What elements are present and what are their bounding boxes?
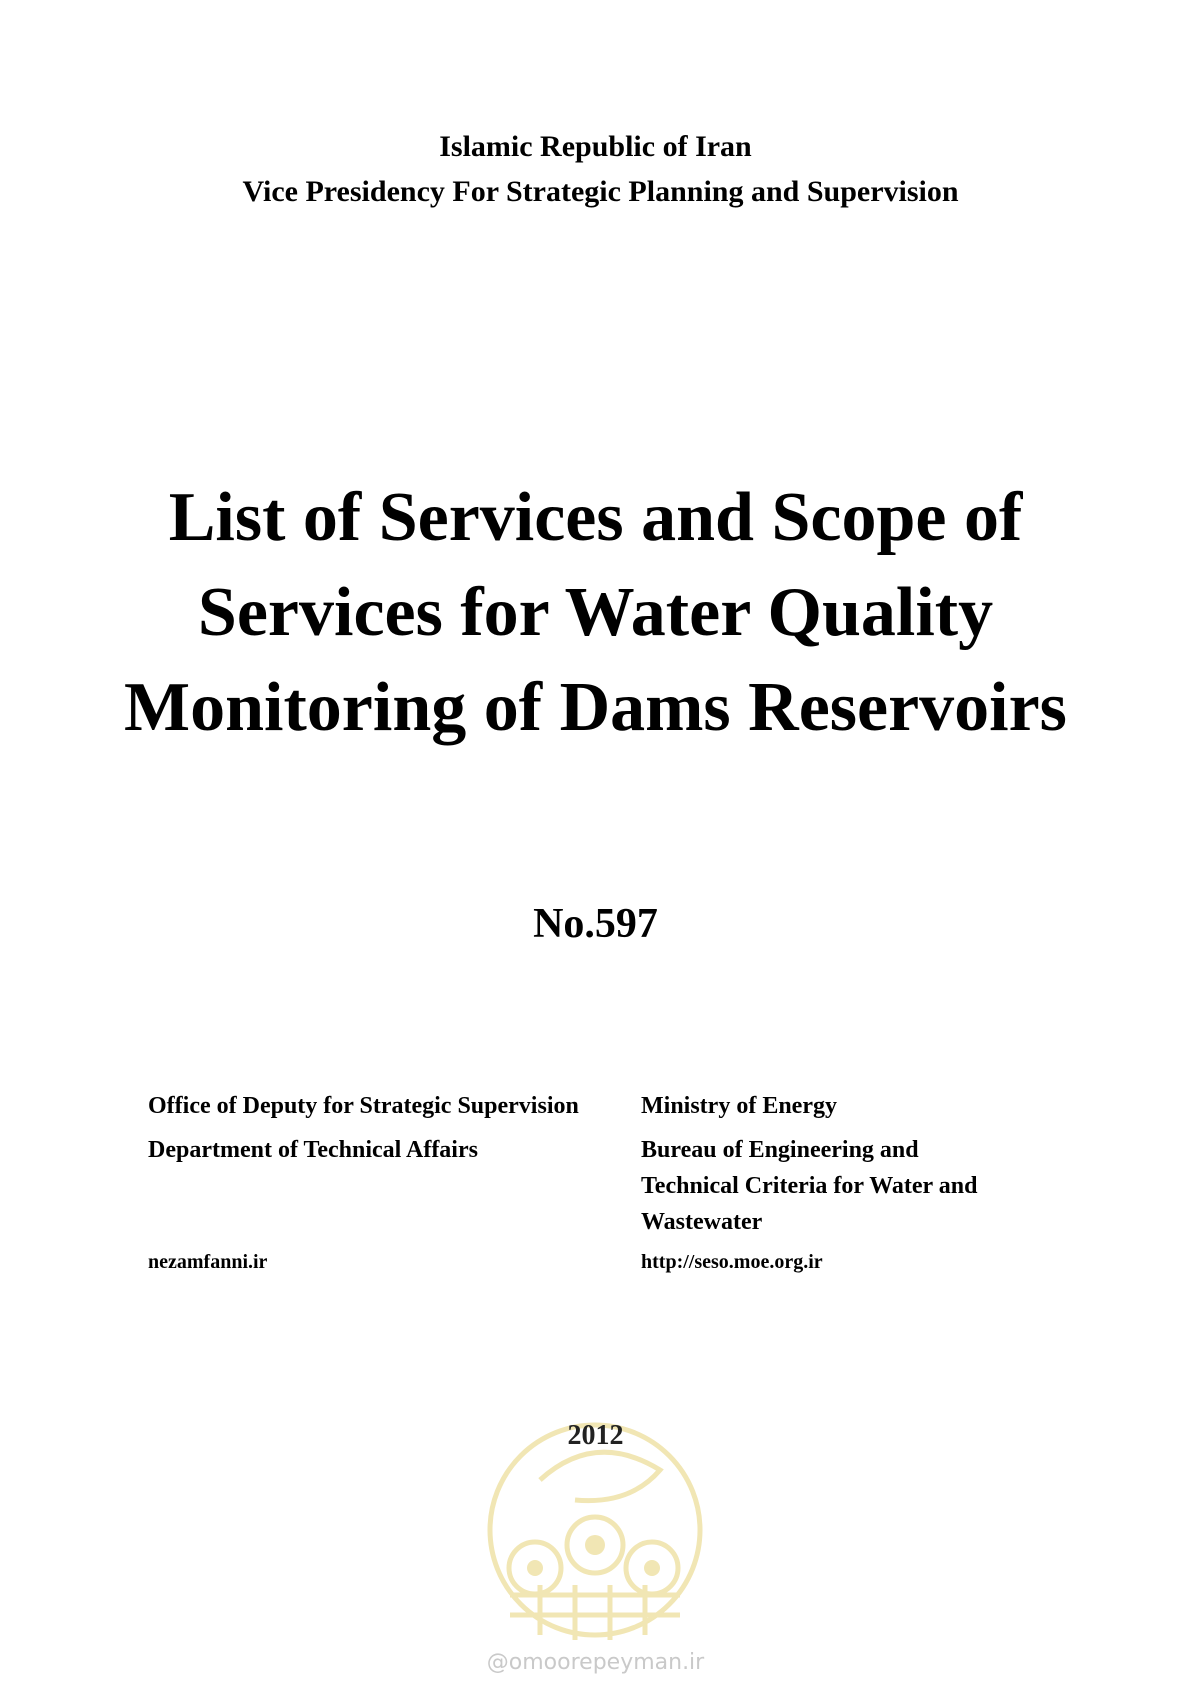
title-line-2: Services for Water Quality (197, 574, 994, 651)
vice-presidency-line: Vice Presidency For Strategic Planning and Supervision (242, 175, 959, 208)
title-line-3: Monitoring of Dams Reservoirs (124, 669, 1067, 746)
right-website-link[interactable]: http://seso.moe.org.ir (641, 1251, 823, 1273)
ministry-label: Ministry of Energy (641, 1093, 837, 1119)
bureau-line-1: Bureau of Engineering and (641, 1137, 919, 1163)
left-website-link[interactable]: nezamfanni.ir (148, 1251, 268, 1273)
bureau-line-2: Technical Criteria for Water and (641, 1173, 978, 1199)
document-title (60, 470, 1131, 755)
document-number: No.597 (533, 901, 658, 947)
office-label: Office of Deputy for Strategic Supervision (148, 1093, 579, 1119)
department-label: Department of Technical Affairs (148, 1137, 478, 1163)
bureau-line-3: Wastewater (641, 1209, 763, 1235)
publication-year: 2012 (567, 1420, 624, 1451)
bureau-label (641, 1132, 1041, 1240)
country-line: Islamic Republic of Iran (439, 130, 752, 163)
watermark-credit: @omoorepeyman.ir (486, 1650, 705, 1675)
title-line-1: List of Services and Scope of (168, 479, 1023, 556)
document-header (0, 124, 1191, 214)
